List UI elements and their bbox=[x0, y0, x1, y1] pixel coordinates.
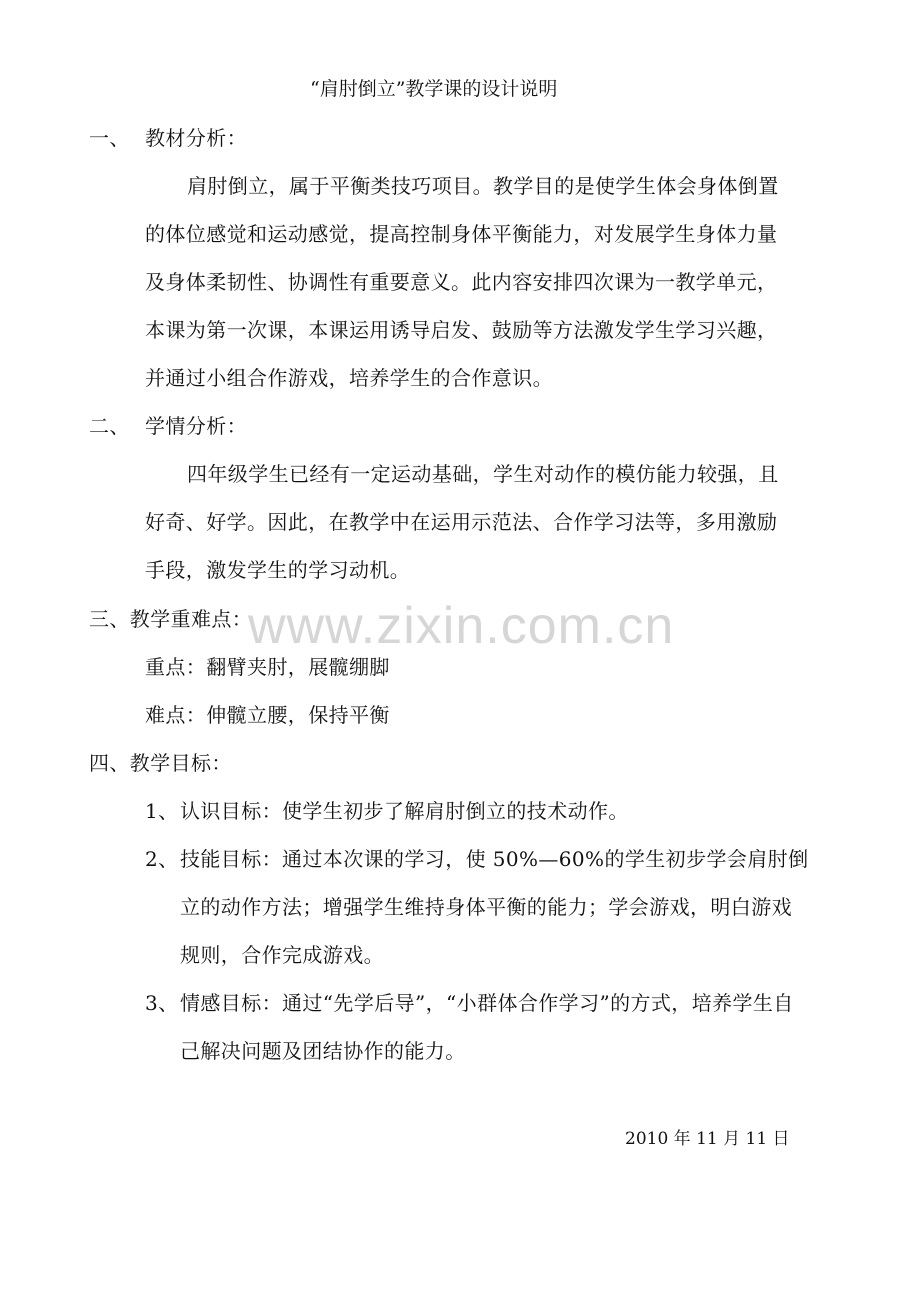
document-date: 2010 年 11 月 11 日 bbox=[625, 1129, 790, 1149]
objective-1-line: 认识目标：使学生初步了解肩肘倒立的技术动作。 bbox=[180, 799, 629, 823]
objective-3-line: 情感目标：通过“先学后导”，“小群体合作学习”的方式，培养学生自 bbox=[180, 991, 794, 1015]
difficulty-line: 难点：伸髋立腰，保持平衡 bbox=[145, 703, 390, 727]
section-2-heading: 学情分析： bbox=[145, 414, 247, 438]
document-title: “肩肘倒立”教学课的设计说明 bbox=[310, 78, 558, 100]
section-1-line: 及身体柔韧性、协调性有重要意义。此内容安排四次课为一教学单元， bbox=[145, 270, 778, 294]
section-1-heading: 教材分析： bbox=[145, 126, 247, 150]
section-2-number: 二、 bbox=[89, 414, 130, 438]
objective-1-number: 1、 bbox=[145, 799, 179, 823]
section-1-line: 并通过小组合作游戏，培养学生的合作意识。 bbox=[145, 366, 553, 390]
section-2-line: 手段，激发学生的学习动机。 bbox=[145, 558, 411, 582]
objective-2-line: 规则，合作完成游戏。 bbox=[180, 943, 384, 967]
watermark-text: www.zixin.com.cn bbox=[248, 597, 675, 655]
section-2-line: 好奇、好学。因此，在教学中在运用示范法、合作学习法等，多用激励 bbox=[145, 510, 778, 534]
objective-3-line: 己解决问题及团结协作的能力。 bbox=[180, 1039, 466, 1063]
objective-2-line: 技能目标：通过本次课的学习，使 50%—60%的学生初步学会肩肘倒 bbox=[180, 847, 809, 871]
objective-2-line: 立的动作方法；增强学生维持身体平衡的能力；学会游戏，明白游戏 bbox=[180, 895, 792, 919]
section-1-line: 本课为第一次课，本课运用诱导启发、鼓励等方法激发学生学习兴趣， bbox=[145, 318, 778, 342]
section-1-number: 一、 bbox=[89, 126, 130, 150]
key-point-line: 重点：翻臂夹肘，展髋绷脚 bbox=[145, 655, 390, 679]
section-4-heading: 四、教学目标： bbox=[89, 751, 232, 775]
section-1-line: 肩肘倒立，属于平衡类技巧项目。教学目的是使学生体会身体倒置 bbox=[187, 174, 779, 198]
section-3-heading: 三、教学重难点： bbox=[89, 607, 253, 631]
objective-2-number: 2、 bbox=[145, 847, 179, 871]
section-1-line: 的体位感觉和运动感觉，提高控制身体平衡能力，对发展学生身体力量 bbox=[145, 222, 778, 246]
objective-3-number: 3、 bbox=[145, 991, 179, 1015]
section-2-line: 四年级学生已经有一定运动基础，学生对动作的模仿能力较强，且 bbox=[187, 462, 779, 486]
